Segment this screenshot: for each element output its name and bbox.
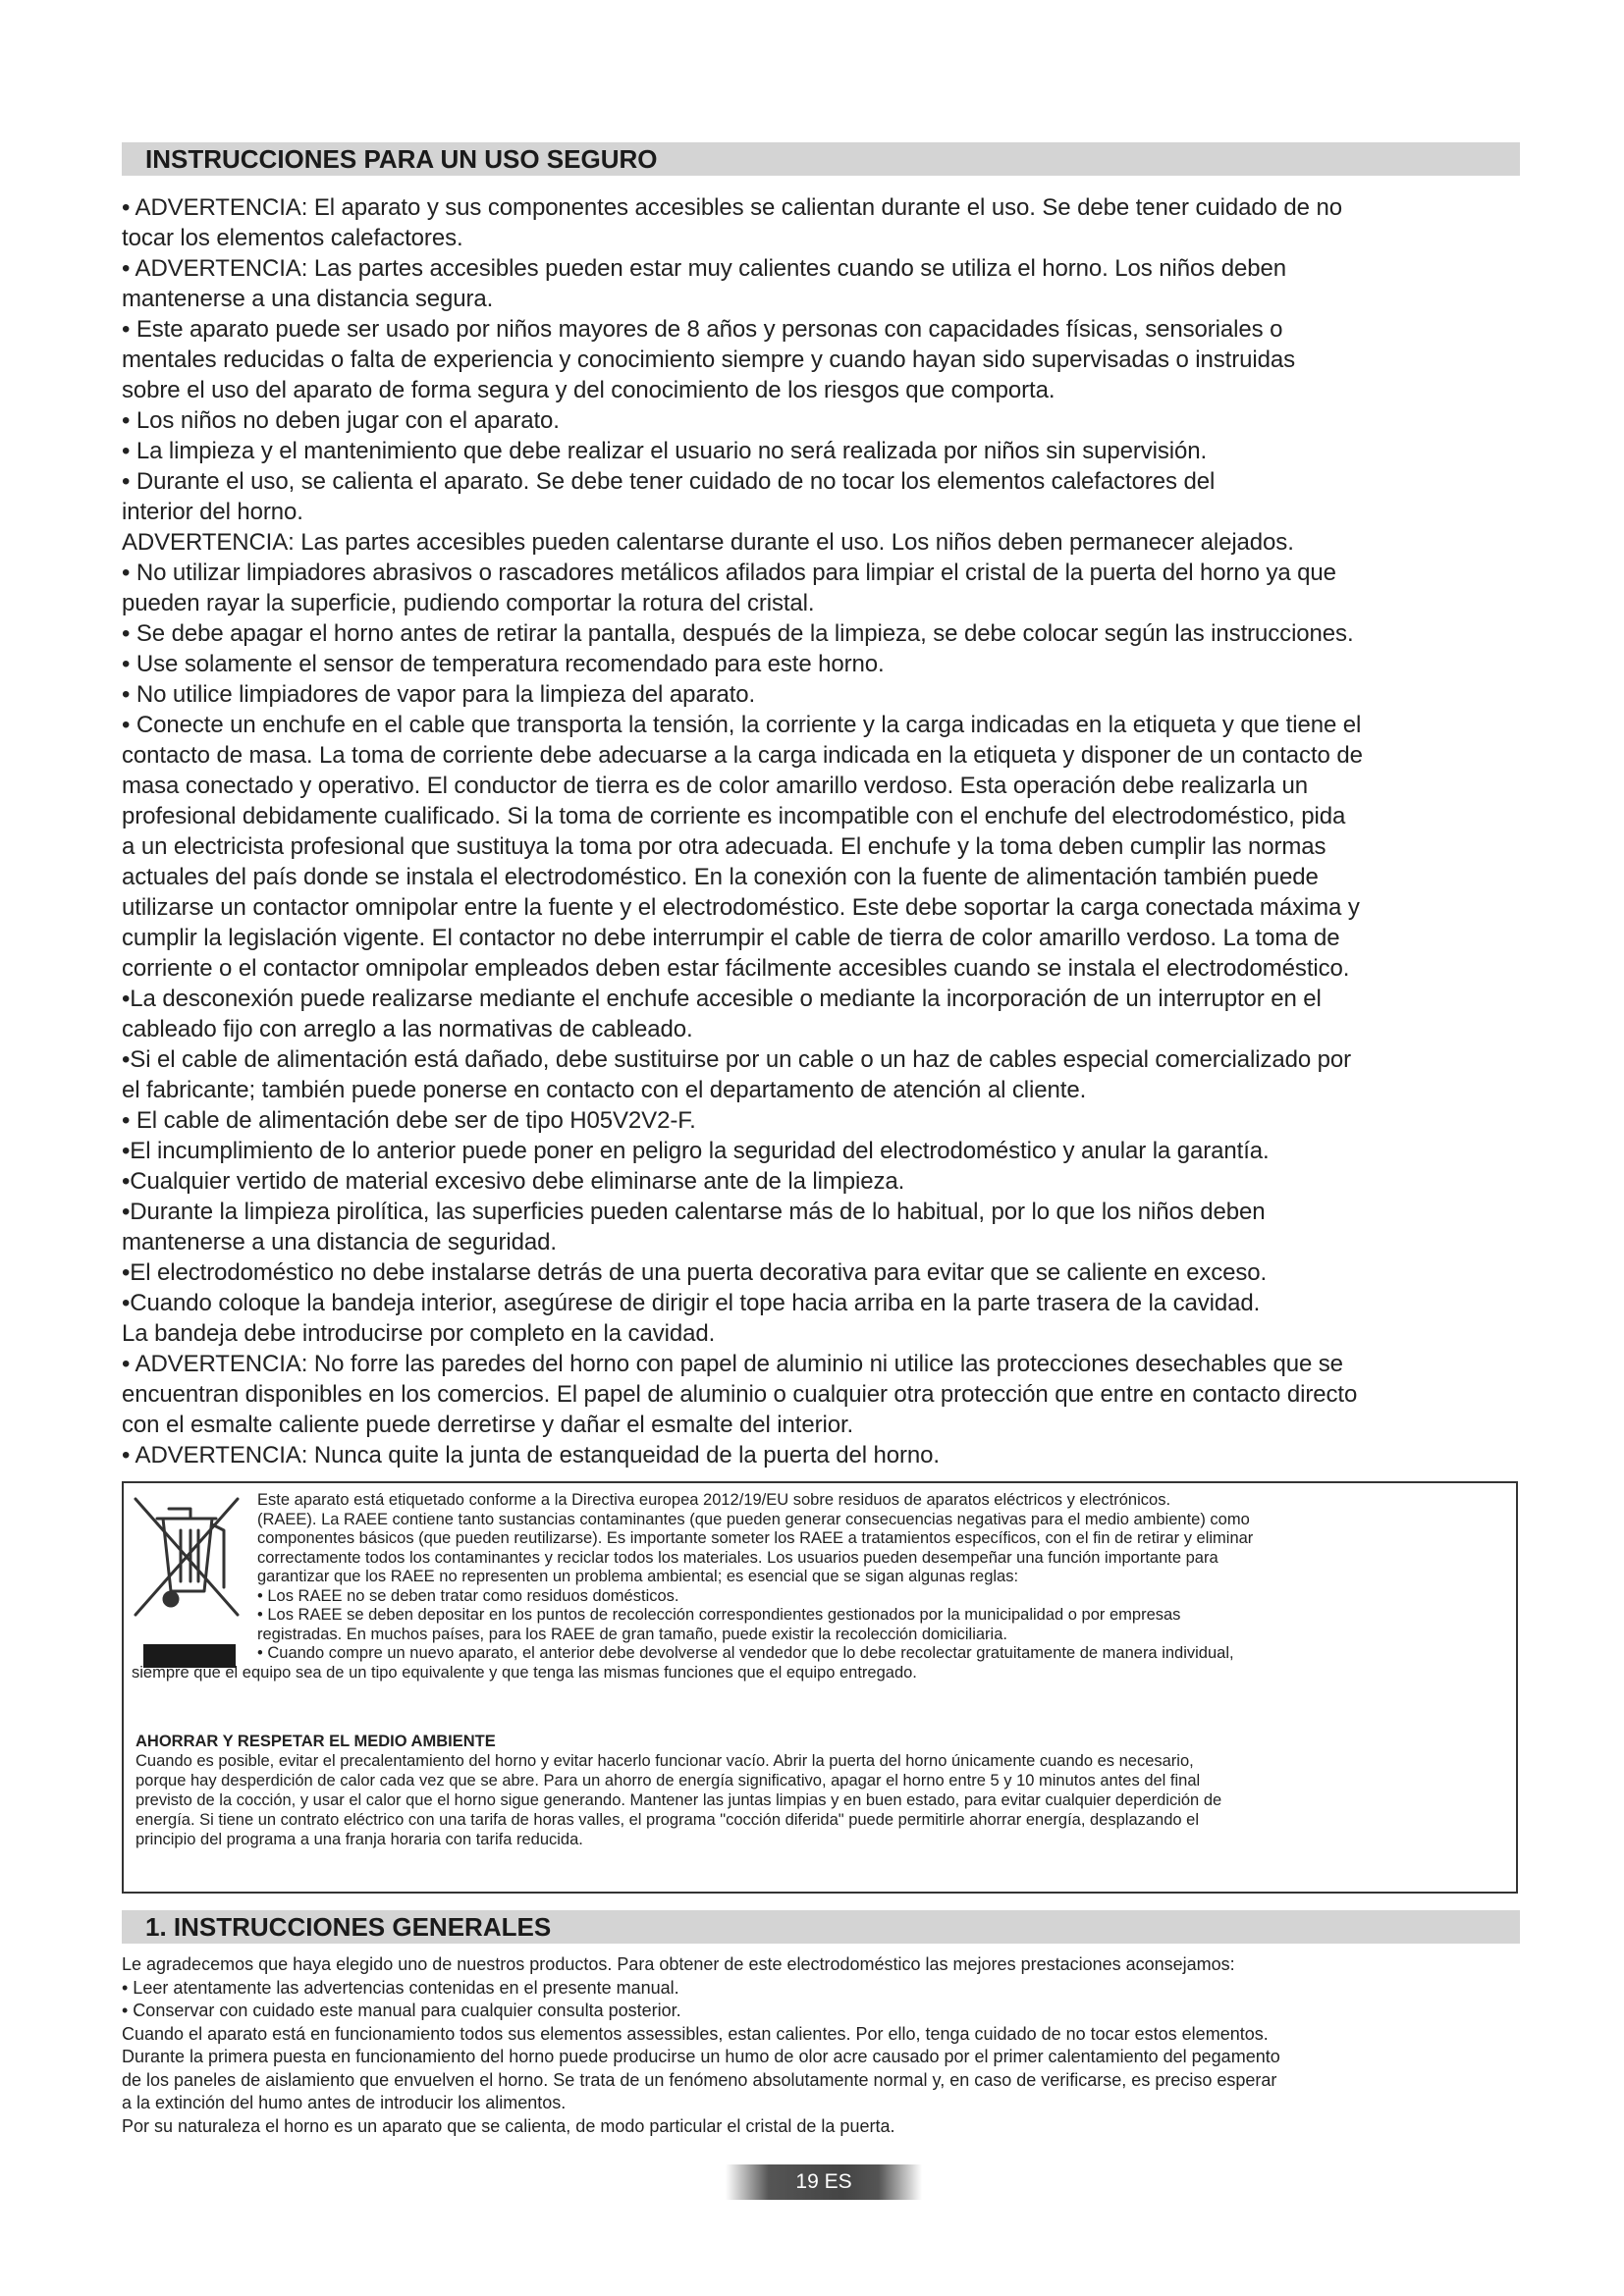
crossed-out-wheeled-bin-icon [132, 1495, 245, 1625]
text-line: contacto de masa. La toma de corriente debe adecuarse a la carga indicada en la etiqueta y disponer de un contacto de [122, 742, 1363, 769]
text-line: corriente o el contactor omnipolar empleados deben estar fácilmente accesibles cuando se instala el electrodoméstico. [122, 955, 1350, 982]
safety-section-header [122, 142, 1520, 176]
weee-line: registradas. En muchos países, para los RAEE de gran tamaño, puede existir la recolección domiciliaria. [257, 1625, 1007, 1643]
general-line: Por su naturaleza el horno es un aparato que se calienta, de modo particular el cristal de la puerta. [122, 2115, 895, 2136]
text-line: sobre el uso del aparato de forma segura y del conocimiento de los riesgos que comporta. [122, 377, 1056, 403]
text-line: • Use solamente el sensor de temperatura recomendado para este horno. [122, 651, 885, 677]
general-line: de los paneles de aislamiento que envuelven el horno. Se trata de un fenómeno absolutamente normal y, en caso de verificarse, es preciso esperar [122, 2069, 1277, 2090]
text-line: •La desconexión puede realizarse mediante el enchufe accesible o mediante la incorporación de un interruptor en el [122, 986, 1322, 1012]
text-line: masa conectado y operativo. El conductor de tierra es de color amarillo verdoso. Esta operación debe realizarla un [122, 773, 1308, 799]
weee-line: correctamente todos los contaminantes y reciclar todos los materiales. Los usuarios pueden desempeñar una función importante para [257, 1548, 1218, 1567]
general-line: • Leer atentamente las advertencias contenidas en el presente manual. [122, 1977, 679, 1998]
weee-line: Este aparato está etiquetado conforme a la Directiva europea 2012/19/EU sobre residuos de aparatos eléctricos y electrónicos. [257, 1491, 1171, 1509]
text-line: cumplir la legislación vigente. El contactor no debe interrumpir el cable de tierra de color amarillo verdoso. La toma de [122, 925, 1340, 951]
text-line: encuentran disponibles en los comercios. El papel de aluminio o cualquier otra protección que entre en contacto directo [122, 1381, 1358, 1408]
text-line: •Si el cable de alimentación está dañado, debe sustituirse por un cable o un haz de cables especial comercializado por [122, 1046, 1352, 1073]
eco-line: previsto de la cocción, y usar el calor que el horno sigue generando. Mantener las juntas limpias y en buen estado, para evitar cualquier deperdición de [135, 1791, 1222, 1809]
text-line: • ADVERTENCIA: Las partes accesibles pueden estar muy calientes cuando se utiliza el horno. Los niños deben [122, 255, 1286, 282]
weee-line: • Los RAEE se deben depositar en los puntos de recolección correspondientes gestionados por la municipalidad o por empresas [257, 1606, 1181, 1624]
text-line: • ADVERTENCIA: No forre las paredes del horno con papel de aluminio ni utilice las protecciones desechables que se [122, 1351, 1343, 1377]
text-line: • ADVERTENCIA: Nunca quite la junta de estanqueidad de la puerta del horno. [122, 1442, 940, 1468]
general-line: a la extinción del humo antes de introducir los alimentos. [122, 2093, 567, 2112]
text-line: • No utilizar limpiadores abrasivos o rascadores metálicos afilados para limpiar el cristal de la puerta del horno ya que [122, 560, 1336, 586]
weee-line: componentes básicos (que pueden reutilizarse). Es importante someter los RAEE a tratamientos específicos, con el fin de retirar y eliminar [257, 1529, 1254, 1547]
text-line: •Cuando coloque la bandeja interior, asegúrese de dirigir el tope hacia arriba en la parte trasera de la cavidad. [122, 1290, 1261, 1316]
eco-line: principio del programa a una franja horaria con tarifa reducida. [135, 1831, 583, 1848]
text-line: •El incumplimiento de lo anterior puede poner en peligro la seguridad del electrodoméstico y anular la garantía. [122, 1138, 1270, 1164]
text-line: • No utilice limpiadores de vapor para la limpieza del aparato. [122, 681, 756, 708]
weee-line: (RAEE). La RAEE contiene tanto sustancias contaminantes (que pueden generar consecuencias negativas para el medio ambiente) como [257, 1510, 1250, 1528]
text-line: • Conecte un enchufe en el cable que transporta la tensión, la corriente y la carga indicadas en la etiqueta y que tiene el [122, 712, 1362, 738]
text-line: interior del horno. [122, 499, 303, 525]
text-line: • La limpieza y el mantenimiento que debe realizar el usuario no será realizada por niños sin supervisión. [122, 438, 1208, 464]
eco-line: energía. Si tiene un contrato eléctrico con una tarifa de horas valles, el programa "cocción diferida" puede permitirle ahorrar energía, desplazando el [135, 1811, 1200, 1829]
text-line: utilizarse un contactor omnipolar entre la fuente y el electrodoméstico. Este debe soportar la carga conectada máxima y [122, 894, 1360, 921]
text-line: mantenerse a una distancia de seguridad. [122, 1229, 557, 1255]
text-line: • Los niños no deben jugar con el aparato. [122, 407, 560, 434]
text-line: mentales reducidas o falta de experiencia y conocimiento siempre y cuando hayan sido supervisadas o instruidas [122, 347, 1296, 373]
text-line: ADVERTENCIA: Las partes accesibles pueden calentarse durante el uso. Los niños deben permanecer alejados. [122, 529, 1294, 556]
text-line: profesional debidamente cualificado. Si la toma de corriente es incompatible con el enchufe del electrodoméstico, pida [122, 803, 1346, 829]
text-line: • ADVERTENCIA: El aparato y sus componentes accesibles se calientan durante el uso. Se debe tener cuidado de no [122, 194, 1342, 221]
weee-line-continuation: siempre que el equipo sea de un tipo equivalente y que tenga las mismas funciones que el equipo entregado. [132, 1663, 917, 1682]
weee-line: • Cuando compre un nuevo aparato, el anterior debe devolverse al vendedor que lo debe recolectar gratuitamente de manera individual, [257, 1644, 1234, 1662]
manual-page [122, 0, 1528, 2296]
text-line: • Se debe apagar el horno antes de retirar la pantalla, después de la limpieza, se debe colocar según las instrucciones. [122, 620, 1354, 647]
text-line: con el esmalte caliente puede derretirse y dañar el esmalte del interior. [122, 1412, 854, 1438]
safety-instructions [122, 192, 1528, 1470]
text-line: •El electrodoméstico no debe instalarse detrás de una puerta decorativa para evitar que se caliente en exceso. [122, 1259, 1268, 1286]
general-section-title: 1. INSTRUCCIONES GENERALES [145, 1912, 552, 1942]
text-line: cableado fijo con arreglo a las normativas de cableado. [122, 1016, 693, 1042]
weee-line: • Los RAEE no se deben tratar como residuos domésticos. [257, 1586, 679, 1605]
text-line: pueden rayar la superficie, pudiendo comportar la rotura del cristal. [122, 590, 815, 616]
text-line: • Este aparato puede ser usado por niños mayores de 8 años y personas con capacidades físicas, sensoriales o [122, 316, 1283, 343]
general-line: Durante la primera puesta en funcionamiento del horno puede producirse un humo de olor acre causado por el primer calentamiento del pegamento [122, 2047, 1280, 2066]
eco-line: Cuando es posible, evitar el precalentamiento del horno y evitar hacerlo funcionar vacío. Abrir la puerta del horno únicamente cuando es necesario, [135, 1752, 1194, 1770]
general-line: Cuando el aparato está en funcionamiento todos sus elementos assessibles, estan calientes. Por ello, tenga cuidado de no tocar estos elementos. [122, 2023, 1269, 2044]
text-line: tocar los elementos calefactores. [122, 225, 463, 251]
text-line: •Durante la limpieza pirolítica, las superficies pueden calentarse más de lo habitual, por lo que los niños deben [122, 1199, 1266, 1225]
page-number-badge [726, 2164, 922, 2200]
text-line: el fabricante; también puede ponerse en contacto con el departamento de atención al cliente. [122, 1077, 1087, 1103]
general-line: Le agradecemos que haya elegido uno de nuestros productos. Para obtener de este electrodoméstico las mejores prestaciones aconsejamos: [122, 1954, 1235, 1974]
general-section-header [122, 1910, 1520, 1944]
eco-title: AHORRAR Y RESPETAR EL MEDIO AMBIENTE [135, 1733, 496, 1750]
general-line: • Conservar con cuidado este manual para cualquier consulta posterior. [122, 2001, 681, 2020]
eco-line: porque hay desperdición de calor cada vez que se abre. Para un ahorro de energía significativo, apagar el horno entre 5 y 10 minutos antes del final [135, 1772, 1201, 1789]
text-line: actuales del país donde se instala el electrodoméstico. En la conexión con la fuente de alimentación también puede [122, 864, 1319, 890]
safety-section-title: INSTRUCCIONES PARA UN USO SEGURO [145, 144, 658, 174]
text-line: a un electricista profesional que sustituya la toma por otra adecuada. El enchufe y la toma deben cumplir las normas [122, 833, 1326, 860]
weee-line: garantizar que los RAEE no representen un problema ambiental; es esencial que se sigan algunas reglas: [257, 1568, 1019, 1585]
text-line: • Durante el uso, se calienta el aparato. Se debe tener cuidado de no tocar los elementos calefactores del [122, 468, 1216, 495]
text-line: mantenerse a una distancia segura. [122, 286, 494, 312]
text-line: La bandeja debe introducirse por completo en la cavidad. [122, 1320, 716, 1347]
text-line: • El cable de alimentación debe ser de tipo H05V2V2-F. [122, 1107, 696, 1134]
page-number: 19 ES [795, 2170, 852, 2193]
weee-notice-box [122, 1481, 1518, 1894]
general-instructions [122, 1953, 1520, 2138]
text-line: •Cualquier vertido de material excesivo debe eliminarse ante de la limpieza. [122, 1168, 905, 1195]
eco-section [135, 1732, 1502, 1849]
weee-text [132, 1491, 1498, 1682]
